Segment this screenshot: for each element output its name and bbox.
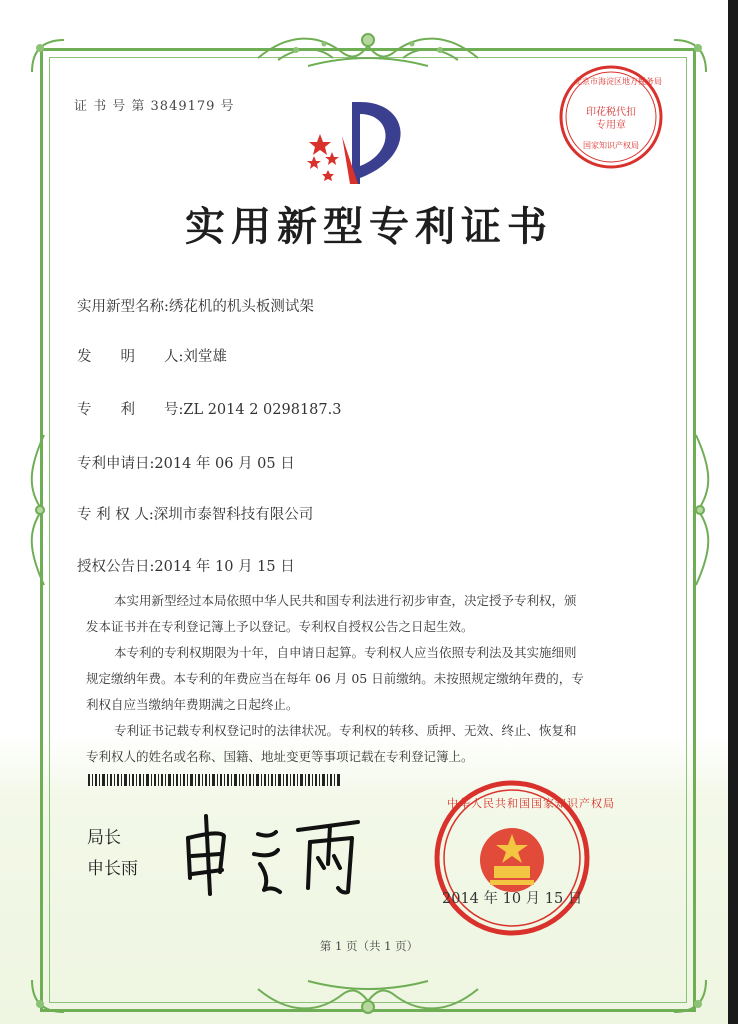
left-ornament [30,430,54,590]
body-line: 专利证书记载专利权登记时的法律状况。专利权的转移、质押、无效、终止、恢复和 [114,723,577,738]
corner-ornament-bottom-right [670,976,710,1016]
body-line: 利权自应当缴纳年费期满之日起终止。 [86,697,299,712]
field-value: 2014 年 10 月 15 日 [154,559,295,575]
scan-edge [728,0,738,1024]
field-value: 深圳市泰智科技有限公司 [153,507,314,523]
body-line: 本实用新型经过本局依照中华人民共和国专利法进行初步审查，决定授予专利权，颁 [114,593,577,608]
certificate-body [86,588,624,770]
top-ornament [248,28,488,72]
field-grant-date [77,555,295,576]
page-indicator: 第 1 页（共 1 页） [319,939,419,953]
certificate-title: 实用新型专利证书 [185,204,553,250]
body-line: 本专利的专利权期限为十年，自申请日起算。专利权人应当依照专利法及其实施细则 [114,645,577,660]
field-value: ZL 2014 2 0298187.3 [183,402,342,418]
bottom-ornament [248,975,488,1019]
barcode [88,771,340,790]
field-label: 发 明 人: [77,349,184,365]
field-value: 刘堂雄 [183,349,227,365]
field-inventor [77,345,227,366]
seal-date: 2014 年 10 月 15 日 [442,891,583,907]
corner-ornament-top-right [670,36,710,76]
sipo-logo [300,96,420,192]
right-ornament [686,430,710,590]
director-title: 局长 [87,828,121,848]
director-name: 申长雨 [87,859,138,879]
field-utility-model-name [77,295,314,316]
field-label: 实用新型名称: [77,299,169,315]
corner-ornament-bottom-left [28,976,68,1016]
corner-ornament-top-left [28,36,68,76]
field-patent-number [77,398,341,419]
certificate-number: 证 书 号 第 3849179 号 [74,99,235,114]
field-value: 2014 年 06 月 05 日 [154,456,295,472]
body-line: 发本证书并在专利登记簿上予以登记。专利权自授权公告之日起生效。 [86,619,474,634]
tax-stamp-text: 北京市海淀区地方税务局 [574,77,662,86]
seal-text: 中华人民共和国国家知识产权局 [447,797,615,810]
field-label: 专 利 权 人: [77,507,154,523]
director-signature [180,808,370,900]
body-line: 专利权人的姓名或名称、国籍、地址变更等事项记载在专利登记簿上。 [86,749,474,764]
field-label: 授权公告日: [77,559,155,575]
field-patentee [77,503,313,524]
body-line: 规定缴纳年费。本专利的年费应当在每年 06 月 05 日前缴纳。未按照规定缴纳年费的，专 [86,671,584,686]
field-label: 专利申请日: [77,456,155,472]
field-value: 绣花机的机头板测试架 [168,299,314,315]
field-application-date [77,452,295,473]
tax-stamp-bottom-text: 国家知识产权局 [583,141,639,150]
tax-stamp-inner-text: 印花税代扣专用章 [586,107,636,131]
field-label: 专 利 号: [77,402,184,418]
